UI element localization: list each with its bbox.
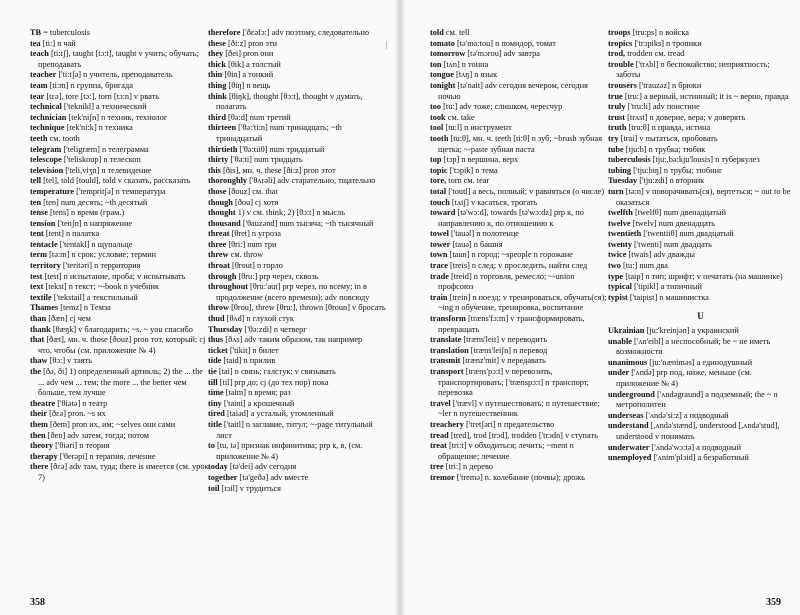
dictionary-entry: thaw [θɔ:] v таять: [30, 356, 93, 366]
dictionary-entry: typist ['taipist] n машинистка: [608, 292, 709, 302]
dictionary-entry: think [θiŋk], thought [θɔ:t], thought v думать, полагать: [208, 91, 363, 112]
dictionary-entry: tomato [tə'ma:tou] n помидор, томат: [430, 38, 556, 48]
dictionary-entry: unable ['ʌn'eibl] a неспособный; be ~ не иметь возможности: [608, 336, 771, 357]
dictionary-entry: took см. take: [430, 112, 475, 122]
dictionary-entry: towel ['tauəl] n полотенце: [430, 229, 519, 239]
dictionary-entry: tense [tens] n время (грам.): [30, 208, 125, 218]
dictionary-entry: to [tu, tə] признак инфинитива; prp к, в, (см. приложение № 4): [208, 441, 363, 461]
dictionary-entry: teeth см. tooth: [30, 133, 80, 143]
dictionary-entry: title ['taitl] n заглавие, титул; ~-page титульный лист: [208, 419, 373, 440]
dictionary-entry: ton [tʌn] n тонна: [430, 59, 489, 69]
dictionary-entry: trod, trodden см. tread: [608, 49, 685, 59]
column-3: [430, 28, 610, 484]
dictionary-entry: too [tu:] adv тоже; слишком, чересчур: [430, 102, 563, 112]
section-letter: U: [697, 311, 704, 322]
dictionary-entry: temperature ['tempritʃə] n температура: [30, 186, 166, 196]
dictionary-entry: Thursday ['θə:zdi] n четверг: [208, 324, 307, 334]
dictionary-entry: they [ðei] pron они: [208, 49, 274, 59]
column-2: [208, 28, 388, 494]
dictionary-entry: tell [tel], told [tould], told v сказать, рассказать: [30, 176, 191, 186]
dictionary-entry: twice [twais] adv дважды: [608, 250, 695, 260]
dictionary-entry: topic ['tɔpik] n тема: [430, 165, 498, 175]
dictionary-entry: television ['teli,viʒn] n телевидение: [30, 165, 152, 175]
dictionary-entry: throat [θrout] n горло: [208, 261, 283, 271]
dictionary-entry: tent [tent] n палатка: [30, 229, 100, 239]
column-1: [30, 28, 210, 484]
dictionary-entry: truth [tru:θ] n правда, истина: [608, 123, 711, 133]
dictionary-entry: telescope ['teliskoup] n телескоп: [30, 155, 141, 165]
dictionary-entry: tiny ['taini] a крошечный: [208, 398, 295, 408]
dictionary-entry: tuberculosis [tju:,bə:kju'lousis] n туберкулез: [608, 155, 760, 165]
dictionary-entry: telegram ['teligræm] n телеграмма: [30, 144, 149, 154]
dictionary-entry: thus [ðʌs] adv таким образом, так например: [208, 335, 363, 345]
dictionary-entry: term [tə:m] n срок; условие; термин: [30, 250, 157, 260]
dictionary-entry: Tuesday ['tju:zdi] n вторник: [608, 176, 705, 186]
dictionary-entry: thirtieth ['θə:tiiθ] num тридцатый: [208, 144, 325, 154]
dictionary-entry: top [tɔp] n вершина, верх: [430, 155, 519, 165]
page-number-right: 359: [766, 597, 781, 608]
dictionary-entry: tropics ['trɔpiks] n тропики: [608, 38, 702, 48]
column-4: [608, 28, 793, 464]
dictionary-entry: text [tekst] n текст; ~-book n учебник: [30, 282, 160, 292]
dictionary-entry: ticket ['tikit] n билет: [208, 345, 279, 355]
dictionary-entry: technical ['teknikl] a технический: [30, 102, 147, 112]
dictionary-entry: through [θru:] prp через, сквозь: [208, 271, 319, 281]
dictionary-entry: toil [tɔil] v трудиться: [208, 483, 281, 493]
dictionary-entry: twentieth ['twentiiθ] num двадцатый: [608, 229, 734, 239]
dictionary-entry: technique [tek'ni:k] n техника: [30, 123, 133, 133]
dictionary-entry: under ['ʌndə] prp под, ниже, меньше (см. приложение № 4): [608, 368, 752, 388]
dictionary-entry: unemployed ['ʌnim'plɔid] a безработный: [608, 453, 749, 463]
dictionary-entry: told см. tell: [430, 28, 470, 37]
dictionary-entry: then [ðen] adv затем, тогда; потом: [30, 430, 150, 440]
dictionary-entry: theory ['θiəri] n теория: [30, 441, 110, 451]
dictionary-entry: twelfth [twelfθ] num двенадцатый: [608, 208, 727, 218]
dictionary-entry: understand [,ʌndə'stænd], understood [,ʌndə'stud], understood v понимать: [608, 421, 780, 441]
dictionary-entry: toward [tə'wɔ:d], towards [tə'wɔ:dz] prp к, по направлению к, по отношению к: [430, 208, 584, 228]
dictionary-entry: therefore ['ðɛəfɔ:] adv поэтому, следовательно: [208, 28, 370, 37]
dictionary-entry: typical ['tipikl] a типичный: [608, 282, 702, 292]
dictionary-entry: though [ðou] cj хотя: [208, 197, 279, 207]
dictionary-entry: those [ðouz] см. that: [208, 186, 278, 196]
dictionary-entry: ten [ten] num десять; ~th десятый: [30, 197, 148, 207]
dictionary-entry: transmit [trænz'mit] v передавать: [430, 356, 546, 366]
dictionary-entry: thank [θæŋk] v благодарить; ~s, ~ you спасибо: [30, 324, 193, 334]
dictionary-entry: throughout [θru:'aut] prp через, по всему; in в продолжение (всего времени); adv повсюду: [208, 282, 370, 302]
dictionary-entry: till [til] prp до; cj (до тех пор) пока: [208, 377, 329, 387]
dictionary-entry: tool [tu:l] n инструмент: [430, 123, 512, 133]
book-gutter: [394, 0, 406, 615]
dictionary-entry: thing [θiŋ] n вещь: [208, 80, 271, 90]
dictionary-entry: TB = tuberculosis: [30, 28, 91, 37]
dictionary-entry: tubing ['tju:biŋ] n трубы; тюбинг: [608, 165, 723, 175]
dictionary-entry: two [tu:] num два: [608, 261, 668, 271]
dictionary-entry: translate [træns'leit] v переводить: [430, 335, 548, 345]
dictionary-entry: tower [tauə] n башня: [430, 239, 503, 249]
dictionary-entry: tonight [tə'nait] adv сегодня вечером, сегодня ночью: [430, 80, 588, 101]
dictionary-entry: than [ðæn] cj чем: [30, 314, 91, 324]
dictionary-entry: Ukrainian [ju:'kreinjən] a украинский: [608, 326, 739, 336]
dictionary-entry: thousand ['θauzənd] num тысяча; ~th тысячный: [208, 218, 374, 228]
dictionary-entry: try [trai] v пытаться, пробовать: [608, 133, 718, 143]
dictionary-entry: tremor ['tremə] n. колебание (почвы); дрожь: [430, 472, 585, 482]
dictionary-entry: tree [tri:] n дерево: [430, 462, 493, 472]
dictionary-entry: tea [ti:] n чай: [30, 38, 76, 48]
dictionary-entry: textile ['tekstail] a текстильный: [30, 292, 138, 302]
dictionary-entry: threat [θret] n угроза: [208, 229, 281, 239]
dictionary-entry: touch [tʌtʃ] v касаться, трогать: [430, 197, 538, 207]
dictionary-entry: territory ['teritəri] n территория: [30, 261, 141, 271]
dictionary-entry: total ['toutl] a весь, полный; v равняться (о числе): [430, 186, 605, 196]
dictionary-entry: three [θri:] num три: [208, 239, 277, 249]
dictionary-entry: transport [træns'pɔ:t] v перевозить, транспортировать; ['trænspɔ:t] n транспорт, перевозка: [430, 367, 589, 398]
dictionary-entry: treat [tri:t] v обходиться; лечить; ~ment n обращение; лечение: [430, 441, 574, 461]
dictionary-entry: unanimous [ju:'næniməs] a единодушный: [608, 357, 753, 367]
dictionary-entry: trust [trʌst] n доверие, вера; v доверять: [608, 112, 746, 122]
dictionary-entry: tongue [tʌŋ] n язык: [430, 70, 498, 80]
dictionary-entry: tension ['tenʃn] n напряжение: [30, 218, 133, 228]
dictionary-entry: this [ðis], мн. ч. these [ði:z] pron этот: [208, 165, 336, 175]
dictionary-entry: twenty ['twenti] num двадцать: [608, 239, 712, 249]
dictionary-entry: third [θə:d] num третий: [208, 112, 291, 122]
dictionary-entry: truly ['tru:li] adv поистине: [608, 102, 700, 112]
dictionary-entry: tread [tred], trod [trɔd], trodden ['trɔdn] v ступать: [430, 430, 598, 440]
dictionary-entry: today [tə'dei] adv сегодня: [208, 462, 297, 472]
dictionary-entry: type [taip] n тип; шрифт; v печатать (на машинке): [608, 271, 783, 281]
dictionary-entry: tide [taid] n прилив: [208, 356, 276, 366]
dictionary-entry: thud [θʌd] n глухой стук: [208, 314, 294, 324]
dictionary-entry: turn [tə:n] v поворачивать(ся), вертеться; ~ out to be оказаться: [608, 186, 791, 207]
dictionary-entry: troops [tru:ps] n войска: [608, 28, 689, 37]
dictionary-entry: throw [θrou], threw [θru:], thrown [θroun] v бросать: [208, 303, 386, 313]
dictionary-entry: tooth [tu:θ], мн. ч. teeth [ti:θ] n зуб; ~brush зубная щетка; ~-paste зубная паста: [430, 133, 603, 154]
dictionary-entry: underwater ['ʌndə'wɔ:tə] a подводный: [608, 442, 742, 452]
dictionary-entry: tentacle ['tentakl] n щупальце: [30, 239, 133, 249]
dictionary-entry: them [ðem] pron их, им; ~selves они сами: [30, 419, 176, 429]
dictionary-entry: tie [tai] n связь; галстук; v связывать: [208, 367, 336, 376]
dictionary-entry: twelve [twelv] num двенадцать: [608, 218, 715, 228]
dictionary-entry: train [trein] n поезд; v тренироваться, обучать(ся); ~ing n обучение, тренировка, воспитание: [430, 292, 607, 313]
dictionary-entry: thoroughly ['θʌrəli] adv старательно, тщательно: [208, 176, 376, 186]
dictionary-entry: tomorrow [tə'mɔrou] adv завтра: [430, 49, 540, 59]
dictionary-entry: transform [træns'fɔ:m] v трансформировать, превращать: [430, 314, 585, 334]
dictionary-entry: thirteen ['θə:'ti:n] num тринадцать; ~th тринадцатый: [208, 123, 342, 143]
dictionary-entry: thought 1) v см. think; 2) [θɔ:t] n мысль: [208, 208, 345, 218]
dictionary-entry: technician [tek'niʃn] n техник, технолог: [30, 112, 168, 122]
dictionary-entry: there [ðɛə] adv там, туда; there is имеется (см. урок 7): [30, 462, 209, 482]
dictionary-entry: Thames [temz] n Темза: [30, 303, 111, 313]
dictionary-entry: travel ['trævl] v путешествовать; n путешествие; ~ler n путешественник: [430, 398, 600, 419]
dictionary-entry: trade [treid] n торговля, ремесло; ~-union профсоюз: [430, 271, 575, 292]
dictionary-entry: underground ['ʌndəgraund] a подземный; the ~ n метрополитен: [608, 389, 778, 410]
dictionary-entry: test [test] n испытание, проба; v испытывать: [30, 271, 186, 281]
dictionary-entry: theatre ['θiətə] n театр: [30, 398, 108, 408]
dictionary-entry: their [ðɛə] pron. ~s их: [30, 409, 106, 419]
dictionary-entry: thick [θik] a толстый: [208, 59, 281, 69]
dictionary-entry: together [tə'geðə] adv вместе: [208, 472, 309, 482]
dictionary-entry: tired [taiəd] a усталый, утомленный: [208, 409, 334, 419]
dictionary-entry: time [taim] n время; раз: [208, 388, 291, 398]
dictionary-entry: tore, torn см. tear: [430, 176, 490, 186]
dictionary-entry: thirty ['θə:ti] num тридцать: [208, 155, 303, 165]
dictionary-entry: team [ti:m] n группа, бригада: [30, 80, 133, 90]
dictionary-entry: threw см. throw: [208, 250, 264, 260]
dictionary-entry: that [ðæt], мн. ч. those [ðouz] pron тот, который; cj что, чтобы (см. приложение № 4): [30, 335, 206, 355]
dictionary-entry: trousers ['trauzəz] n брюки: [608, 80, 702, 90]
dictionary-entry: tube [tju:b] n трубка; тюбик: [608, 144, 706, 154]
dictionary-entry: town [taun] n город; ~speople n горожане: [430, 250, 573, 260]
dictionary-entry: trouble ['trʌbl] n беспокойство; неприятность; заботы: [608, 59, 770, 80]
dictionary-entry: thin [θin] a тонкий: [208, 70, 274, 80]
dictionary-entry: the [ðə, ði] 1) определенный артикль; 2) the ... the ... adv чем ... тем; the more ... the better чем больше, тем лучше: [30, 367, 203, 398]
dictionary-entry: these [ði:z] pron эти: [208, 38, 278, 48]
dictionary-entry: treachery ['tretʃəri] n предательство: [430, 419, 555, 429]
dictionary-entry: translation [træns'leiʃn] n перевод: [430, 345, 548, 355]
dictionary-entry: true [tru:] a верный, истинный; it is ~ верно, правда: [608, 91, 789, 101]
dictionary-entry: tear [tɛə], tore [tɔ:], torn [tɔ:n] v рвать: [30, 91, 159, 101]
dictionary-entry: teacher ['ti:tʃə] n учитель, преподаватель: [30, 70, 173, 80]
page-mark: |: [386, 40, 388, 49]
dictionary-entry: teach [ti:tʃ], taught [tɔ:t], taught v учить; обучать; преподавать: [30, 49, 199, 69]
dictionary-entry: trace [treis] n след; v проследить, найти след: [430, 261, 588, 271]
dictionary-entry: therapy ['θerəpi] n терапия, лечение: [30, 451, 156, 461]
page-number-left: 358: [30, 597, 45, 608]
dictionary-entry: underseas ['ʌndə'si:z] a подводный: [608, 410, 729, 420]
